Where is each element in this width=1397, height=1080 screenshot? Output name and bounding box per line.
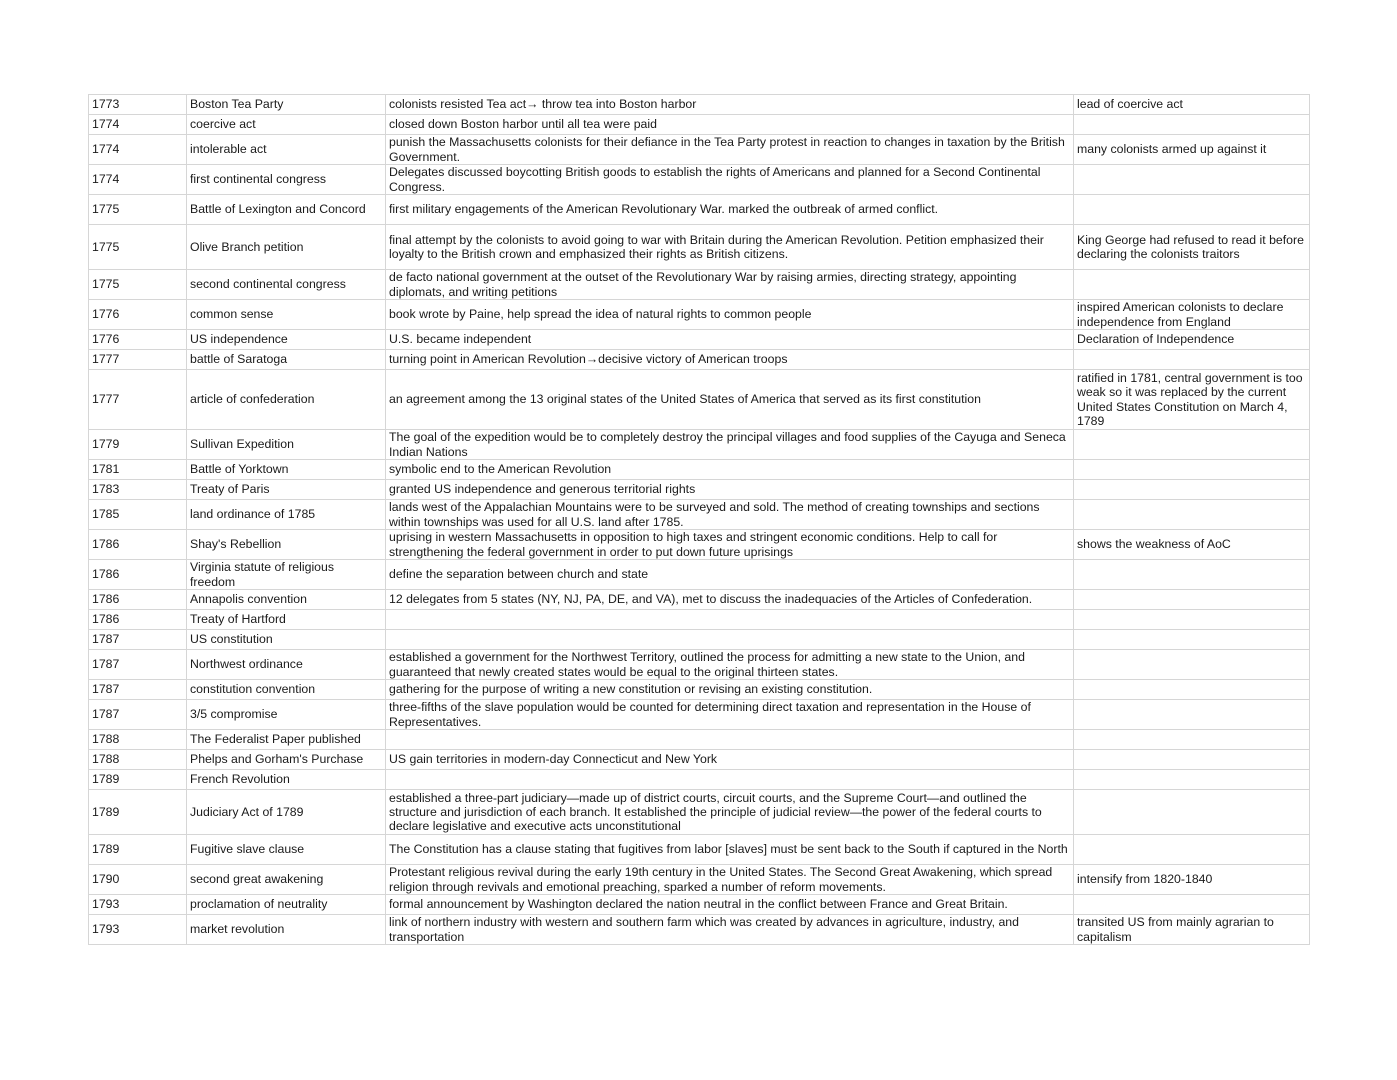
cell-year: 1774 [89,115,187,135]
cell-year: 1774 [89,165,187,195]
cell-description: The Constitution has a clause stating that fugitives from labor [slaves] must be sent back to the South if captured in the North [386,835,1074,865]
cell-year: 1773 [89,95,187,115]
cell-description: granted US independence and generous territorial rights [386,480,1074,500]
cell-note [1074,560,1310,590]
cell-year: 1777 [89,370,187,430]
cell-note [1074,790,1310,835]
cell-event: Virginia statute of religious freedom [187,560,386,590]
cell-note: intensify from 1820-1840 [1074,865,1310,895]
cell-event: Battle of Yorktown [187,460,386,480]
cell-event: Sullivan Expedition [187,430,386,460]
cell-event: Shay's Rebellion [187,530,386,560]
cell-note [1074,610,1310,630]
cell-note [1074,115,1310,135]
table-row [89,115,1310,135]
cell-year: 1786 [89,560,187,590]
table-row [89,750,1310,770]
cell-note [1074,835,1310,865]
cell-year: 1789 [89,770,187,790]
cell-event: second continental congress [187,270,386,300]
cell-note [1074,195,1310,225]
cell-description: colonists resisted Tea act→ throw tea into Boston harbor [386,95,1074,115]
table-row [89,630,1310,650]
table-row [89,500,1310,530]
timeline-table [88,94,1310,945]
cell-year: 1786 [89,610,187,630]
cell-description [386,630,1074,650]
cell-event: Boston Tea Party [187,95,386,115]
table-row [89,530,1310,560]
table-row [89,270,1310,300]
cell-event: French Revolution [187,770,386,790]
cell-event: intolerable act [187,135,386,165]
cell-year: 1786 [89,530,187,560]
table-row [89,700,1310,730]
table-row [89,460,1310,480]
table-row [89,590,1310,610]
table-row [89,225,1310,270]
cell-description: US gain territories in modern-day Connecticut and New York [386,750,1074,770]
cell-note [1074,750,1310,770]
cell-description: Delegates discussed boycotting British goods to establish the rights of Americans and planned for a Second Continental Congress. [386,165,1074,195]
cell-event: Phelps and Gorham's Purchase [187,750,386,770]
cell-note [1074,590,1310,610]
cell-event: 3/5 compromise [187,700,386,730]
table-row [89,895,1310,915]
table-row [89,330,1310,350]
cell-note: transited US from mainly agrarian to capitalism [1074,915,1310,945]
cell-year: 1776 [89,300,187,330]
table-row [89,650,1310,680]
cell-year: 1785 [89,500,187,530]
cell-note [1074,165,1310,195]
cell-description: established a three-part judiciary—made up of district courts, circuit courts, and the Supreme Court—and outlined the structure and jurisdiction of each branch. It established the principle of judicial review—the power of the federal courts to declare legislative and executive acts unconstitutional [386,790,1074,835]
cell-event: constitution convention [187,680,386,700]
cell-description: three-fifths of the slave population would be counted for determining direct taxation and representation in the House of Representatives. [386,700,1074,730]
cell-note [1074,460,1310,480]
cell-year: 1786 [89,590,187,610]
cell-note: many colonists armed up against it [1074,135,1310,165]
cell-description: uprising in western Massachusetts in opposition to high taxes and stringent economic conditions. Help to call for strengthening the federal government in order to put down future uprisings [386,530,1074,560]
cell-year: 1788 [89,730,187,750]
table-row [89,350,1310,370]
cell-year: 1776 [89,330,187,350]
cell-description: closed down Boston harbor until all tea were paid [386,115,1074,135]
table-row [89,790,1310,835]
cell-year: 1793 [89,895,187,915]
table-row [89,135,1310,165]
cell-year: 1779 [89,430,187,460]
cell-note [1074,680,1310,700]
cell-note [1074,500,1310,530]
cell-description: established a government for the Northwest Territory, outlined the process for admitting a new state to the Union, and guaranteed that newly created states would be equal to the original thirteen states. [386,650,1074,680]
table-row [89,95,1310,115]
cell-description: formal announcement by Washington declared the nation neutral in the conflict between France and Great Britain. [386,895,1074,915]
cell-note [1074,700,1310,730]
cell-event: Olive Branch petition [187,225,386,270]
cell-year: 1793 [89,915,187,945]
cell-description: link of northern industry with western and southern farm which was created by advances in agriculture, industry, and transportation [386,915,1074,945]
cell-year: 1790 [89,865,187,895]
cell-description: gathering for the purpose of writing a new constitution or revising an existing constitution. [386,680,1074,700]
cell-note [1074,895,1310,915]
cell-event: Judiciary Act of 1789 [187,790,386,835]
cell-event: land ordinance of 1785 [187,500,386,530]
cell-year: 1787 [89,650,187,680]
cell-description [386,610,1074,630]
cell-event: Northwest ordinance [187,650,386,680]
cell-note: lead of coercive act [1074,95,1310,115]
cell-note [1074,480,1310,500]
cell-description: U.S. became independent [386,330,1074,350]
cell-description: book wrote by Paine, help spread the idea of natural rights to common people [386,300,1074,330]
cell-event: battle of Saratoga [187,350,386,370]
table-row [89,480,1310,500]
cell-note: ratified in 1781, central government is too weak so it was replaced by the current United States Constitution on March 4, 1789 [1074,370,1310,430]
cell-year: 1777 [89,350,187,370]
table-row [89,195,1310,225]
cell-event: Annapolis convention [187,590,386,610]
cell-year: 1787 [89,680,187,700]
table-row [89,300,1310,330]
cell-description: final attempt by the colonists to avoid going to war with Britain during the American Revolution. Petition emphasized their loyalty to the British crown and emphasized their rights as British citizens. [386,225,1074,270]
cell-description [386,770,1074,790]
table-row [89,730,1310,750]
cell-year: 1787 [89,630,187,650]
cell-event: Fugitive slave clause [187,835,386,865]
cell-event: common sense [187,300,386,330]
cell-note [1074,630,1310,650]
cell-description: symbolic end to the American Revolution [386,460,1074,480]
cell-event: Treaty of Paris [187,480,386,500]
table-row [89,835,1310,865]
cell-year: 1788 [89,750,187,770]
cell-description: de facto national government at the outset of the Revolutionary War by raising armies, directing strategy, appointing diplomats, and writing petitions [386,270,1074,300]
table-row [89,165,1310,195]
cell-event: proclamation of neutrality [187,895,386,915]
cell-event: second great awakening [187,865,386,895]
table-row [89,770,1310,790]
cell-note [1074,730,1310,750]
cell-note: shows the weakness of AoC [1074,530,1310,560]
cell-year: 1789 [89,790,187,835]
cell-event: market revolution [187,915,386,945]
table-row [89,610,1310,630]
cell-year: 1787 [89,700,187,730]
cell-description [386,730,1074,750]
table-row [89,370,1310,430]
table-row [89,680,1310,700]
cell-event: first continental congress [187,165,386,195]
cell-event: Battle of Lexington and Concord [187,195,386,225]
cell-year: 1775 [89,195,187,225]
cell-note: inspired American colonists to declare independence from England [1074,300,1310,330]
cell-year: 1775 [89,270,187,300]
cell-description: punish the Massachusetts colonists for their defiance in the Tea Party protest in reaction to changes in taxation by the British Government. [386,135,1074,165]
cell-description: first military engagements of the American Revolutionary War. marked the outbreak of armed conflict. [386,195,1074,225]
cell-note [1074,770,1310,790]
cell-event: US independence [187,330,386,350]
cell-note: Declaration of Independence [1074,330,1310,350]
table-row [89,560,1310,590]
cell-event: US constitution [187,630,386,650]
cell-description: define the separation between church and state [386,560,1074,590]
cell-note [1074,270,1310,300]
cell-note [1074,650,1310,680]
cell-description: turning point in American Revolution→decisive victory of American troops [386,350,1074,370]
cell-note [1074,350,1310,370]
timeline-table-body [89,95,1310,945]
cell-year: 1775 [89,225,187,270]
cell-description: an agreement among the 13 original states of the United States of America that served as its first constitution [386,370,1074,430]
cell-year: 1781 [89,460,187,480]
cell-event: coercive act [187,115,386,135]
cell-year: 1783 [89,480,187,500]
cell-description: 12 delegates from 5 states (NY, NJ, PA, DE, and VA), met to discuss the inadequacies of the Articles of Confederation. [386,590,1074,610]
cell-event: The Federalist Paper published [187,730,386,750]
cell-year: 1789 [89,835,187,865]
cell-event: Treaty of Hartford [187,610,386,630]
cell-description: Protestant religious revival during the early 19th century in the United States. The Second Great Awakening, which spread religion through revivals and emotional preaching, sparked a number of reform movements. [386,865,1074,895]
cell-note [1074,430,1310,460]
cell-note: King George had refused to read it before declaring the colonists traitors [1074,225,1310,270]
table-row [89,430,1310,460]
table-row [89,915,1310,945]
cell-event: article of confederation [187,370,386,430]
cell-description: The goal of the expedition would be to completely destroy the principal villages and food supplies of the Cayuga and Seneca Indian Nations [386,430,1074,460]
table-row [89,865,1310,895]
cell-description: lands west of the Appalachian Mountains were to be surveyed and sold. The method of creating townships and sections within townships was used for all U.S. land after 1785. [386,500,1074,530]
cell-year: 1774 [89,135,187,165]
